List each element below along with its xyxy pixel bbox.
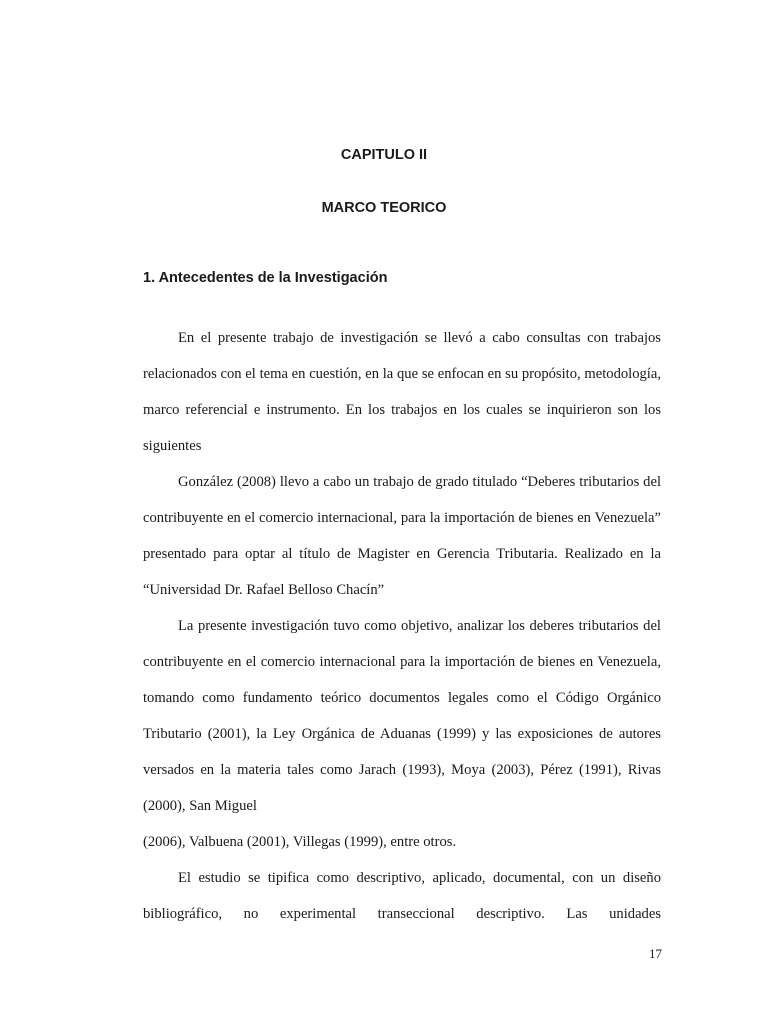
paragraph-intro: En el presente trabajo de investigación se llevó a cabo consultas con trabajos relacionados con el tema en cuestión, en la que se enfocan en su propósito, metodología, marco referencial e instrumento. En los trabajos en los cuales se inquirieron son los siguientes <box>143 330 661 454</box>
chapter-subtitle: MARCO TEORICO <box>321 200 447 216</box>
body-text <box>143 320 661 932</box>
paragraph-study-type: El estudio se tipifica como descriptivo, aplicado, documental, con un diseño bibliográfico, no experimental transeccional descriptivo. Las unidades <box>143 870 661 922</box>
section-title: 1. Antecedentes de la Investigación <box>143 270 388 286</box>
paragraph-gonzalez: González (2008) llevo a cabo un trabajo de grado titulado “Deberes tributarios del contribuyente en el comercio internacional, para la importación de bienes en Venezuela” presentado para optar al título de Magister en Gerencia Tributaria. Realizado en la “Universidad Dr. Rafael Belloso Chacín” <box>143 474 661 598</box>
page-number: 17 <box>649 946 662 961</box>
paragraph-objective-continued: (2006), Valbuena (2001), Villegas (1999), entre otros. <box>143 834 457 850</box>
paragraph-objective: La presente investigación tuvo como objetivo, analizar los deberes tributarios del contribuyente en el comercio internacional para la importación de bienes en Venezuela, tomando como fundamento teórico documentos legales como el Código Orgánico Tributario (2001), la Ley Orgánica de Aduanas (1999) y las exposiciones de autores versados en la materia tales como Jarach (1993), Moya (2003), Pérez (1991), Rivas (2000), San Miguel <box>143 618 661 814</box>
chapter-label: CAPITULO II <box>340 147 428 163</box>
